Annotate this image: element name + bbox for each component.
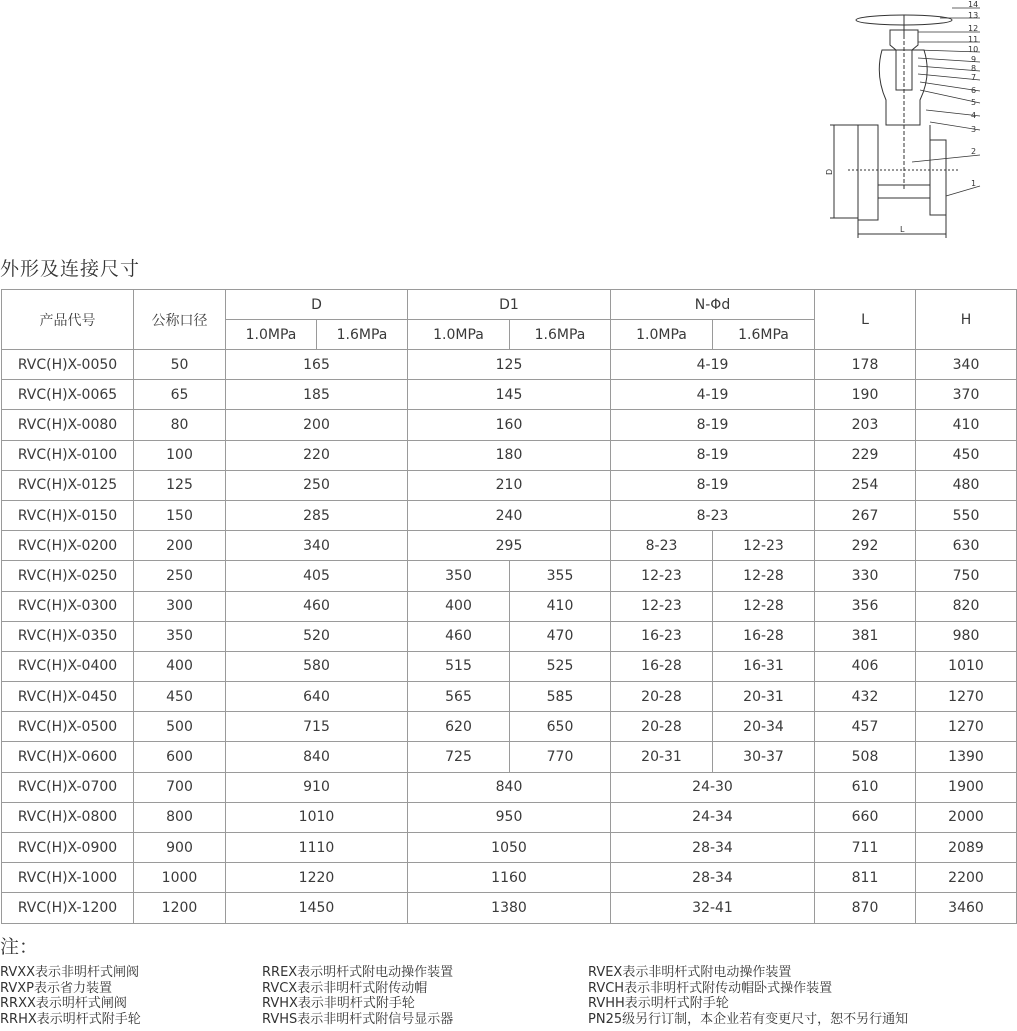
table-row <box>2 863 1017 893</box>
n-1.0mpa-cell: 20-28 <box>611 682 713 712</box>
d1-cell: 1380 <box>408 893 611 923</box>
d-cell: 220 <box>226 440 408 470</box>
product-code-cell: RVC(H)X-0250 <box>2 561 134 591</box>
header-D1: D1 <box>408 290 611 320</box>
n-1.0mpa-cell: 12-23 <box>611 591 713 621</box>
l-cell: 660 <box>815 802 916 832</box>
d1-cell: 1050 <box>408 833 611 863</box>
valve-svg <box>820 0 1017 240</box>
d-cell: 840 <box>226 742 408 772</box>
table-row <box>2 500 1017 530</box>
d-cell: 340 <box>226 531 408 561</box>
l-cell: 330 <box>815 561 916 591</box>
callout-13: 13 <box>968 11 979 20</box>
n-1.6mpa-cell: 20-31 <box>713 682 815 712</box>
l-cell: 811 <box>815 863 916 893</box>
callout-3: 3 <box>971 125 977 134</box>
h-cell: 410 <box>916 410 1017 440</box>
header-nominal-size: 公称口径 <box>134 290 226 350</box>
d1-cell: 950 <box>408 802 611 832</box>
notes-column-1 <box>0 965 141 1027</box>
d-cell: 285 <box>226 500 408 530</box>
callout-11: 11 <box>968 35 979 44</box>
d1-cell: 1160 <box>408 863 611 893</box>
table-row <box>2 712 1017 742</box>
d-cell: 1220 <box>226 863 408 893</box>
l-cell: 178 <box>815 350 916 380</box>
header-D1-1.6mpa: 1.6MPa <box>510 320 611 350</box>
flange-left <box>858 125 878 220</box>
product-code-cell: RVC(H)X-0900 <box>2 833 134 863</box>
d1-1.0mpa-cell: 460 <box>408 621 510 651</box>
nominal-size-cell: 200 <box>134 531 226 561</box>
d1-1.6mpa-cell: 585 <box>510 682 611 712</box>
n-cell: 28-34 <box>611 863 815 893</box>
h-cell: 1900 <box>916 772 1017 802</box>
d1-1.0mpa-cell: 350 <box>408 561 510 591</box>
valve-drawing <box>820 0 1017 240</box>
h-cell: 820 <box>916 591 1017 621</box>
header-N-1.0mpa: 1.0MPa <box>611 320 713 350</box>
h-cell: 1270 <box>916 682 1017 712</box>
note-line: PN25级另行订制，本企业若有变更尺寸，恕不另行通知 <box>588 1011 909 1027</box>
note-line: RRHX表示明杆式附手轮 <box>0 1011 141 1027</box>
nominal-size-cell: 350 <box>134 621 226 651</box>
nominal-size-cell: 700 <box>134 772 226 802</box>
note-line: RVEX表示非明杆式附电动操作装置 <box>588 965 792 980</box>
nominal-size-cell: 250 <box>134 561 226 591</box>
note-line: RVHS表示非明杆式附信号显示器 <box>262 1011 454 1027</box>
d1-1.0mpa-cell: 515 <box>408 651 510 681</box>
table-row <box>2 802 1017 832</box>
d-cell: 1010 <box>226 802 408 832</box>
callout-5: 5 <box>971 98 977 107</box>
table-row <box>2 470 1017 500</box>
d-cell: 250 <box>226 470 408 500</box>
nominal-size-cell: 800 <box>134 802 226 832</box>
d-cell: 1110 <box>226 833 408 863</box>
nominal-size-cell: 80 <box>134 410 226 440</box>
h-cell: 480 <box>916 470 1017 500</box>
nominal-size-cell: 100 <box>134 440 226 470</box>
n-1.6mpa-cell: 12-28 <box>713 591 815 621</box>
l-cell: 203 <box>815 410 916 440</box>
d1-1.0mpa-cell: 400 <box>408 591 510 621</box>
l-cell: 267 <box>815 500 916 530</box>
note-line: RVXX表示非明杆式闸阀 <box>0 965 140 980</box>
l-cell: 190 <box>815 380 916 410</box>
body-upper <box>879 50 927 125</box>
l-cell: 229 <box>815 440 916 470</box>
d1-cell: 210 <box>408 470 611 500</box>
product-code-cell: RVC(H)X-0400 <box>2 651 134 681</box>
d-cell: 910 <box>226 772 408 802</box>
n-1.0mpa-cell: 20-28 <box>611 712 713 742</box>
h-cell: 750 <box>916 561 1017 591</box>
product-code-cell: RVC(H)X-0050 <box>2 350 134 380</box>
h-cell: 2200 <box>916 863 1017 893</box>
callout-8: 8 <box>971 64 977 73</box>
nominal-size-cell: 400 <box>134 651 226 681</box>
h-cell: 980 <box>916 621 1017 651</box>
table-row <box>2 350 1017 380</box>
d1-1.6mpa-cell: 355 <box>510 561 611 591</box>
l-cell: 711 <box>815 833 916 863</box>
h-cell: 1010 <box>916 651 1017 681</box>
d1-cell: 295 <box>408 531 611 561</box>
table-row <box>2 742 1017 772</box>
product-code-cell: RVC(H)X-0350 <box>2 621 134 651</box>
product-code-cell: RVC(H)X-0450 <box>2 682 134 712</box>
nominal-size-cell: 600 <box>134 742 226 772</box>
header-H: H <box>916 290 1017 350</box>
d-cell: 580 <box>226 651 408 681</box>
callout-14: 14 <box>968 0 979 9</box>
nominal-size-cell: 1000 <box>134 863 226 893</box>
note-line: RVXP表示省力装置 <box>0 980 112 996</box>
d1-cell: 160 <box>408 410 611 440</box>
d1-1.6mpa-cell: 470 <box>510 621 611 651</box>
nominal-size-cell: 1200 <box>134 893 226 923</box>
dimensions-table <box>1 289 1017 924</box>
product-code-cell: RVC(H)X-1200 <box>2 893 134 923</box>
product-code-cell: RVC(H)X-0200 <box>2 531 134 561</box>
n-1.0mpa-cell: 8-23 <box>611 531 713 561</box>
h-cell: 1270 <box>916 712 1017 742</box>
flange-right <box>930 140 946 215</box>
callout-9: 9 <box>971 55 977 64</box>
d1-1.6mpa-cell: 770 <box>510 742 611 772</box>
product-code-cell: RVC(H)X-0080 <box>2 410 134 440</box>
l-cell: 610 <box>815 772 916 802</box>
l-cell: 292 <box>815 531 916 561</box>
table-row <box>2 893 1017 923</box>
l-cell: 508 <box>815 742 916 772</box>
header-D: D <box>226 290 408 320</box>
h-cell: 340 <box>916 350 1017 380</box>
nominal-size-cell: 65 <box>134 380 226 410</box>
note-line: RVHX表示非明杆式附手轮 <box>262 996 415 1012</box>
h-cell: 3460 <box>916 893 1017 923</box>
header-D-1.0mpa: 1.0MPa <box>226 320 317 350</box>
nominal-size-cell: 300 <box>134 591 226 621</box>
n-1.0mpa-cell: 16-23 <box>611 621 713 651</box>
d-cell: 715 <box>226 712 408 742</box>
notes-column-3 <box>588 965 908 1027</box>
d1-1.0mpa-cell: 565 <box>408 682 510 712</box>
d1-cell: 145 <box>408 380 611 410</box>
note-line: RREX表示明杆式附电动操作装置 <box>262 965 454 980</box>
n-cell: 4-19 <box>611 350 815 380</box>
table-row <box>2 772 1017 802</box>
table-row <box>2 410 1017 440</box>
d1-1.6mpa-cell: 650 <box>510 712 611 742</box>
header-D-1.6mpa: 1.6MPa <box>317 320 408 350</box>
product-code-cell: RVC(H)X-0300 <box>2 591 134 621</box>
nominal-size-cell: 450 <box>134 682 226 712</box>
table-row <box>2 591 1017 621</box>
note-line: RVHH表示明杆式附手轮 <box>588 996 729 1012</box>
h-cell: 1390 <box>916 742 1017 772</box>
d-cell: 520 <box>226 621 408 651</box>
table-row <box>2 651 1017 681</box>
nominal-size-cell: 125 <box>134 470 226 500</box>
product-code-cell: RVC(H)X-0600 <box>2 742 134 772</box>
n-cell: 8-19 <box>611 440 815 470</box>
dim-L-label: L <box>900 225 905 234</box>
callout-10: 10 <box>968 45 979 54</box>
callout-4: 4 <box>971 111 977 120</box>
d1-1.0mpa-cell: 620 <box>408 712 510 742</box>
product-code-cell: RVC(H)X-0700 <box>2 772 134 802</box>
d1-cell: 125 <box>408 350 611 380</box>
h-cell: 550 <box>916 500 1017 530</box>
d1-1.6mpa-cell: 525 <box>510 651 611 681</box>
product-code-cell: RVC(H)X-1000 <box>2 863 134 893</box>
d1-cell: 240 <box>408 500 611 530</box>
table-row <box>2 440 1017 470</box>
table-row <box>2 531 1017 561</box>
n-1.6mpa-cell: 12-23 <box>713 531 815 561</box>
d-cell: 405 <box>226 561 408 591</box>
callout-1: 1 <box>971 179 977 188</box>
header-L: L <box>815 290 916 350</box>
d1-1.0mpa-cell: 725 <box>408 742 510 772</box>
n-1.0mpa-cell: 12-23 <box>611 561 713 591</box>
h-cell: 370 <box>916 380 1017 410</box>
callout-6: 6 <box>971 86 977 95</box>
table-row <box>2 380 1017 410</box>
n-cell: 8-23 <box>611 500 815 530</box>
n-cell: 24-30 <box>611 772 815 802</box>
note-line: RVCX表示非明杆式附传动帽 <box>262 980 428 996</box>
table-row <box>2 621 1017 651</box>
h-cell: 450 <box>916 440 1017 470</box>
dim-D-label: D <box>825 168 834 175</box>
n-cell: 28-34 <box>611 833 815 863</box>
callout-12: 12 <box>968 24 979 33</box>
callout-7: 7 <box>971 73 977 82</box>
table-row <box>2 833 1017 863</box>
d1-1.6mpa-cell: 410 <box>510 591 611 621</box>
d-cell: 460 <box>226 591 408 621</box>
section-title: 外形及连接尺寸 <box>0 258 141 280</box>
n-cell: 8-19 <box>611 470 815 500</box>
nominal-size-cell: 900 <box>134 833 226 863</box>
callout-2: 2 <box>971 147 977 156</box>
n-cell: 4-19 <box>611 380 815 410</box>
table-row <box>2 561 1017 591</box>
d1-cell: 180 <box>408 440 611 470</box>
n-cell: 8-19 <box>611 410 815 440</box>
h-cell: 630 <box>916 531 1017 561</box>
h-cell: 2089 <box>916 833 1017 863</box>
product-code-cell: RVC(H)X-0150 <box>2 500 134 530</box>
l-cell: 356 <box>815 591 916 621</box>
product-code-cell: RVC(H)X-0100 <box>2 440 134 470</box>
d-cell: 1450 <box>226 893 408 923</box>
l-cell: 254 <box>815 470 916 500</box>
n-1.6mpa-cell: 12-28 <box>713 561 815 591</box>
table-body <box>2 350 1017 924</box>
l-cell: 406 <box>815 651 916 681</box>
l-cell: 432 <box>815 682 916 712</box>
n-1.0mpa-cell: 20-31 <box>611 742 713 772</box>
header-N-phid: N-Φd <box>611 290 815 320</box>
n-cell: 32-41 <box>611 893 815 923</box>
table-row <box>2 682 1017 712</box>
notes-title: 注： <box>0 936 39 958</box>
product-code-cell: RVC(H)X-0500 <box>2 712 134 742</box>
l-cell: 381 <box>815 621 916 651</box>
l-cell: 870 <box>815 893 916 923</box>
d-cell: 185 <box>226 380 408 410</box>
notes-column-2 <box>262 965 453 1027</box>
d-cell: 200 <box>226 410 408 440</box>
header-D1-1.0mpa: 1.0MPa <box>408 320 510 350</box>
n-1.6mpa-cell: 16-28 <box>713 621 815 651</box>
nominal-size-cell: 50 <box>134 350 226 380</box>
product-code-cell: RVC(H)X-0800 <box>2 802 134 832</box>
header-product-code: 产品代号 <box>2 290 134 350</box>
d-cell: 640 <box>226 682 408 712</box>
product-code-cell: RVC(H)X-0065 <box>2 380 134 410</box>
d-cell: 165 <box>226 350 408 380</box>
nominal-size-cell: 150 <box>134 500 226 530</box>
n-1.0mpa-cell: 16-28 <box>611 651 713 681</box>
nominal-size-cell: 500 <box>134 712 226 742</box>
l-cell: 457 <box>815 712 916 742</box>
d1-cell: 840 <box>408 772 611 802</box>
note-line: RVCH表示非明杆式附传动帽卧式操作装置 <box>588 980 833 996</box>
header-N-1.6mpa: 1.6MPa <box>713 320 815 350</box>
h-cell: 2000 <box>916 802 1017 832</box>
n-1.6mpa-cell: 16-31 <box>713 651 815 681</box>
product-code-cell: RVC(H)X-0125 <box>2 470 134 500</box>
n-1.6mpa-cell: 20-34 <box>713 712 815 742</box>
n-1.6mpa-cell: 30-37 <box>713 742 815 772</box>
note-line: RRXX表示明杆式闸阀 <box>0 996 127 1012</box>
n-cell: 24-34 <box>611 802 815 832</box>
